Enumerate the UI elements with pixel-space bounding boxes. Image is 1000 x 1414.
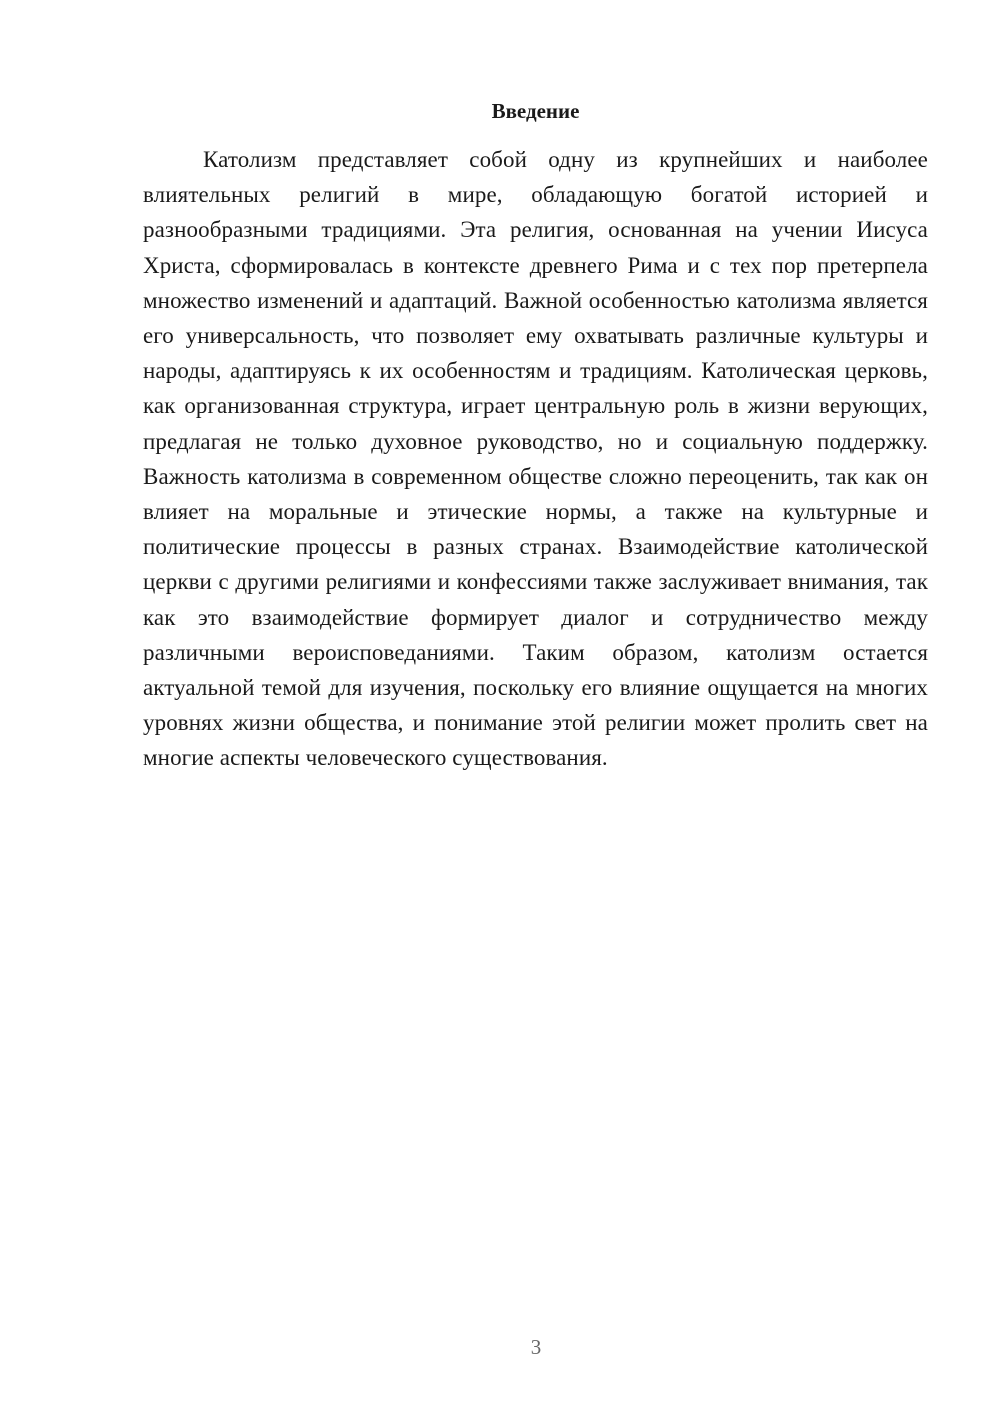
page-number: 3 (530, 1335, 542, 1359)
introduction-paragraph: Католизм представляет собой одну из крупнейших и наиболее влиятельных религий в мире, обладающую богатой историей и разнообразными традициями. Эта религия, основанная на учении Иисуса Христа, сформировалась в контексте древнего Рима и с тех пор претерпела множество изменений и адаптаций. Важной особенностью католизма является его универсальность, что позволяет ему охватывать различные культуры и народы, адаптируясь к их особенностям и традициям. Католическая церковь, как организованная структура, играет центральную роль в жизни верующих, предлагая не только духовное руководство, но и социальную поддержку. Важность католизма в современном обществе сложно переоценить, так как он влияет на моральные и этические нормы, а также на культурные и политические процессы в разных странах. Взаимодействие католической церкви с другими религиями и конфессиями также заслуживает внимания, так как это взаимодействие формирует диалог и сотрудничество между различными вероисповеданиями. Таким образом, католизм остается актуальной темой для изучения, поскольку его влияние ощущается на многих уровнях жизни общества, и понимание этой религии может пролить свет на многие аспекты человеческого существования. (143, 147, 928, 771)
section-heading: Введение (491, 99, 580, 123)
